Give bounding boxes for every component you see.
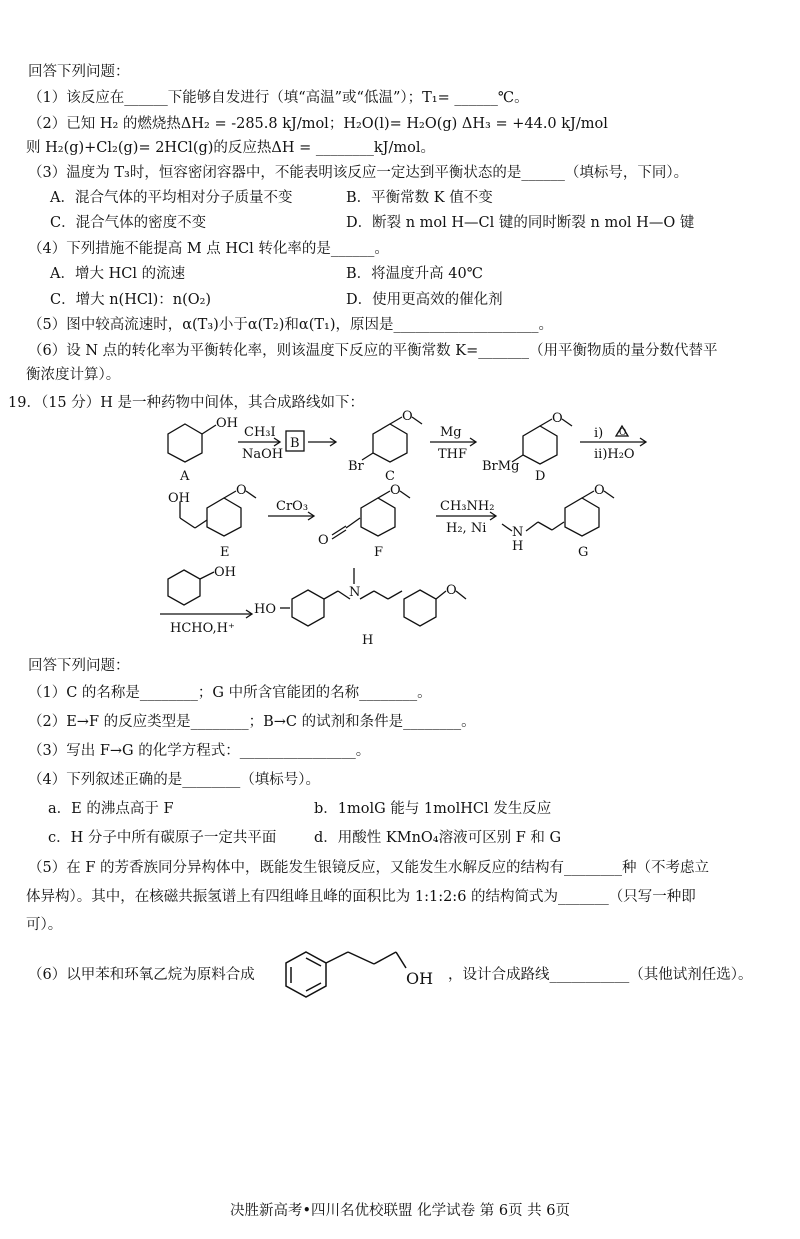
reagent-4-top: CrO₃ (276, 499, 309, 514)
q19-part3: （3）写出 F→G 的化学方程式：________________。 (28, 743, 371, 759)
f-o2-label: O (390, 483, 401, 498)
c-br-label: Br (348, 459, 364, 474)
q19-part1: （1）C 的名称是________；G 中所含官能团的名称________。 (28, 685, 432, 701)
q18-part3-option-d: D．断裂 n mol H—Cl 键的同时断裂 n mol H—O 键 (346, 215, 695, 231)
compound-label-g: G (578, 545, 589, 560)
q18-part6-line2: 衡浓度计算）。 (26, 367, 121, 383)
epoxide-o-label: O (619, 428, 627, 438)
q19-part2: （2）E→F 的反应类型是________；B→C 的试剂和条件是________。 (28, 714, 476, 730)
q18-part4-option-a: A．增大 HCl 的流速 (50, 266, 186, 282)
q19-part6-prefix: （6）以甲苯和环氧乙烷为原料合成 (28, 967, 255, 983)
reagent-5-bottom: H₂, Ni (446, 521, 487, 536)
q19-part5-line3: 可）。 (26, 917, 63, 933)
q18-part4-option-b: B．将温度升高 40℃ (346, 266, 483, 282)
reagent-3-top: i) (594, 426, 604, 441)
reagent-2-top: Mg (440, 425, 462, 440)
h-o-label: O (446, 583, 457, 598)
reagent-3-bottom: ii)H₂O (594, 447, 635, 462)
g-h-label: H (512, 539, 524, 554)
q18-part2-line1: （2）已知 H₂ 的燃烧热ΔH₂ = -285.8 kJ/mol；H₂O(l)= H₂O(g) ΔH₃ = +44.0 kJ/mol (28, 116, 608, 132)
benzene-ring-h2 (404, 590, 436, 626)
q18-part3: （3）温度为 T₃时，恒容密闭容器中，不能表明该反应一定达到平衡状态的是______（填标号，下同）。 (28, 165, 689, 181)
q18-part4-option-d: D．使用更高效的催化剂 (346, 292, 503, 308)
reagent-6-bottom: HCHO,H⁺ (170, 621, 235, 636)
f-o-label: O (318, 533, 329, 548)
q19-part4-option-b: b．1molG 能与 1molHCl 发生反应 (314, 801, 552, 817)
reagent-1-top: CH₃I (244, 425, 276, 440)
q19-part4: （4）下列叙述正确的是________（填标号）。 (28, 772, 320, 788)
phenol-oh-label: OH (214, 565, 236, 580)
q19-part4-option-d: d．用酸性 KMnO₄溶液可区别 F 和 G (314, 830, 562, 846)
q18-part4: （4）下列措施不能提高 M 点 HCl 转化率的是______。 (28, 241, 389, 257)
benzene-ring-h1 (292, 590, 324, 626)
h-n-label: N (349, 585, 361, 600)
q18-part3-option-b: B．平衡常数 K 值不变 (346, 190, 493, 206)
q18-intro: 回答下列问题： (28, 64, 130, 80)
q19-part4-option-a: a．E 的沸点高于 F (48, 801, 174, 817)
h-ho-label: HO (254, 602, 276, 617)
target-molecule (278, 946, 448, 1004)
benzene-ring-phenol (168, 570, 200, 605)
q18-part2-line2: 则 H₂(g)+Cl₂(g)= 2HCl(g)的反应热ΔH = ________kJ/mol。 (26, 140, 435, 156)
q19-part4-option-c: c．H 分子中所有碳原子一定共平面 (48, 830, 277, 846)
d-o-label: O (552, 411, 563, 426)
reagent-5-top: CH₃NH₂ (440, 499, 495, 514)
compound-label-d: D (535, 469, 546, 484)
g-o-label: O (594, 483, 605, 498)
target-oh-label: OH (406, 969, 434, 988)
synthesis-scheme (140, 410, 660, 650)
e-oh-label: OH (168, 491, 190, 506)
e-o-label: O (236, 483, 247, 498)
q19-header: 19．（15 分）H 是一种药物中间体，其合成路线如下： (8, 395, 365, 411)
q19-part5-line2: 体异构）。其中，在核磁共振氢谱上有四组峰且峰的面积比为 1:1:2:6 的结构简式为_______（只写一种即 (26, 889, 696, 905)
benzene-ring-e (207, 498, 241, 536)
q19-part5-line1: （5）在 F 的芳香族同分异构体中，既能发生银镜反应，又能发生水解反应的结构有________种（不考虑立 (28, 860, 710, 876)
q18-part3-option-c: C．混合气体的密度不变 (50, 215, 207, 231)
q18-part4-option-c: C．增大 n(HCl)：n(O₂) (50, 292, 212, 308)
compound-label-a: A (180, 469, 190, 484)
c-o-label: O (402, 410, 413, 424)
q18-part6-line1: （6）设 N 点的转化率为平衡转化率，则该温度下反应的平衡常数 K=_______（用平衡物质的量分数代替平 (28, 343, 718, 359)
compound-label-c: C (385, 469, 395, 484)
page-footer: 决胜新高考•四川名优校联盟 化学试卷 第 6页 共 6页 (229, 1203, 571, 1219)
q19-intro: 回答下列问题： (28, 658, 130, 674)
q18-part1: （1）该反应在______下能够自发进行（填“高温”或“低温”）；T₁= ______℃。 (28, 90, 529, 106)
benzene-ring-f (361, 498, 395, 536)
compound-label-f: F (374, 545, 384, 560)
benzene-ring-d (523, 426, 557, 464)
q18-part3-option-a: A．混合气体的平均相对分子质量不变 (50, 190, 293, 206)
benzene-ring-g (565, 498, 599, 536)
reagent-1-bottom: NaOH (242, 447, 284, 462)
q18-part5: （5）图中较高流速时，α(T₃)小于α(T₂)和α(T₁)，原因是____________________。 (28, 317, 553, 333)
benzene-ring-c (373, 424, 407, 462)
a-oh-label: OH (216, 416, 238, 431)
d-brmg-label: BrMg (482, 459, 520, 474)
compound-label-b: B (290, 436, 300, 451)
compound-label-e: E (220, 545, 230, 560)
g-n-label: N (512, 525, 524, 540)
benzene-ring-a (168, 424, 202, 462)
reagent-2-bottom: THF (438, 447, 468, 462)
q19-part6-suffix: ，设计合成路线___________（其他试剂任选）。 (448, 967, 753, 983)
compound-label-h: H (362, 633, 374, 648)
